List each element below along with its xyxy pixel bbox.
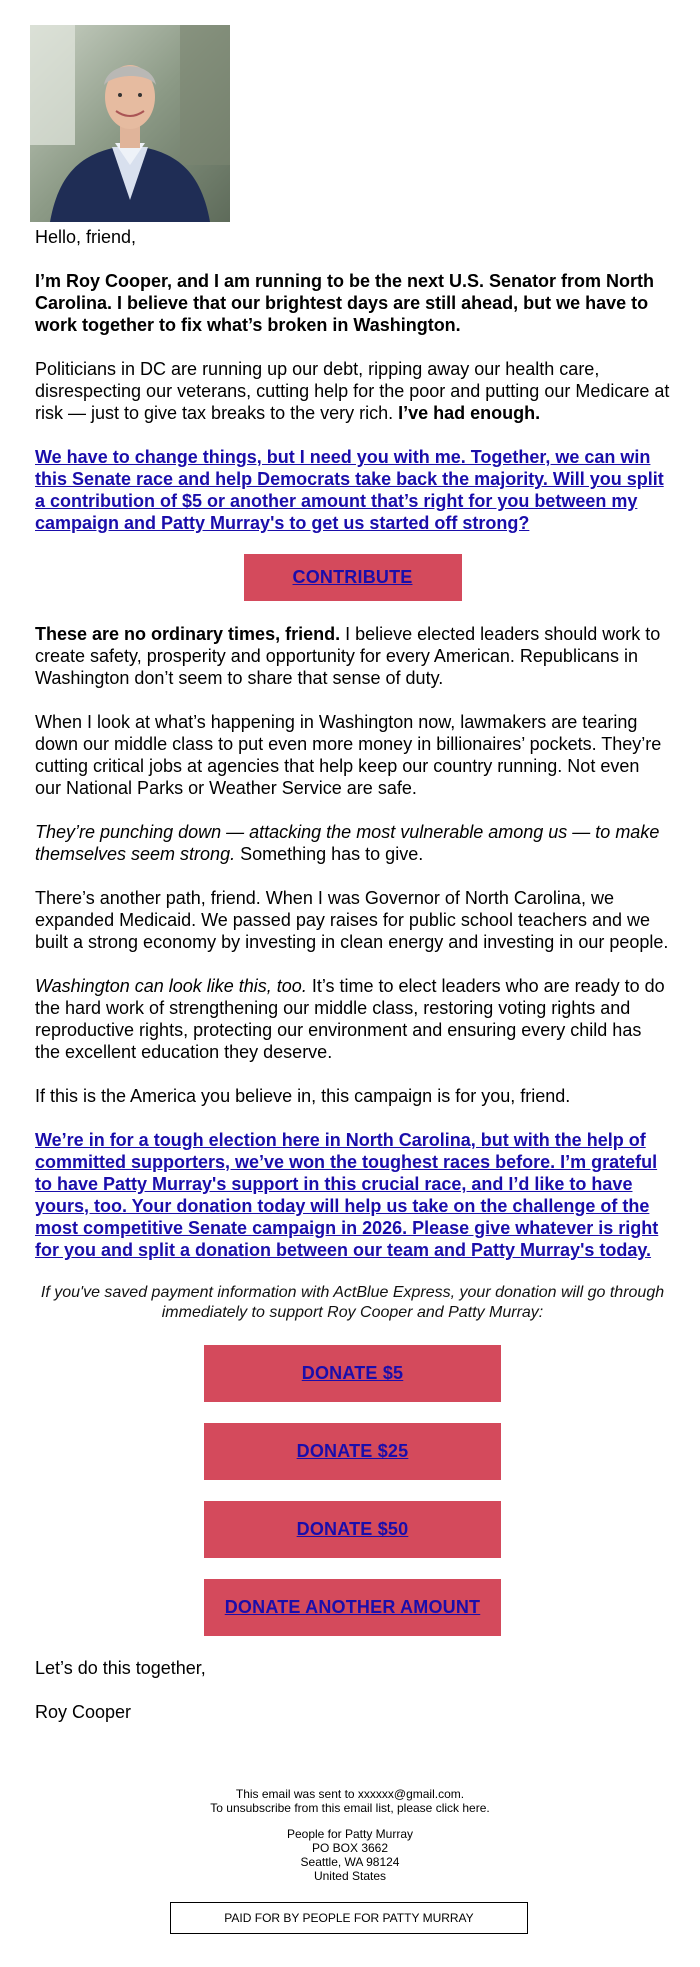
tough-election-paragraph [35,1129,670,1261]
sent-to-suffix: . [460,1787,465,1801]
look-like-this-italic: Washington can look like this, too. [35,976,307,996]
footer-notice [0,1787,700,1815]
ordinary-times-text: I believe elected leaders should work to create safety, prosperity and opportunity for every American. Republicans in Washington don’t seem to share that sense of duty. [35,624,661,688]
org-name: People for Patty Murray [286,1827,414,1841]
donate-another-amount-button[interactable]: DONATE ANOTHER AMOUNT [204,1579,501,1636]
look-like-this-text: It’s time to elect leaders who are ready to do the hard work of strengthening our middle class, restoring voting rights and reproductive rights, protecting our environment and ensuring every child has the excellent education they deserve. [35,976,665,1062]
country: United States [313,1869,387,1883]
recipient-email[interactable]: xxxxxx@gmail.com [357,1787,461,1801]
intro-paragraph: I’m Roy Cooper, and I am running to be the next U.S. Senator from North Carolina. I believe that our brightest days are still ahead, but we have to work together to fix what’s broken in Washington. [35,271,655,335]
punching-down-text: Something has to give. [235,844,424,864]
change-things-paragraph [35,446,670,534]
paid-for-disclaimer: PAID FOR BY PEOPLE FOR PATTY MURRAY [170,1902,528,1934]
debt-paragraph-text: Politicians in DC are running up our debt, ripping away our health care, disrespecting our veterans, cutting help for the poor and putting our Medicare at risk — just to give tax breaks to the very rich. [35,359,670,423]
greeting: Hello, friend, [35,227,137,247]
candidate-portrait-image [30,25,230,222]
city-state-zip: Seattle, WA 98124 [300,1855,400,1869]
actblue-express-note: If you've saved payment information with ActBlue Express, your donation will go through immediately to support Roy Cooper and Patty Murray: [40,1284,665,1321]
look-like-this-paragraph [35,975,670,1063]
punching-down-italic: They’re punching down — attacking the most vulnerable among us — to make themselves seem strong. [35,822,660,864]
tough-election-link[interactable]: We’re in for a tough election here in North Carolina, but with the help of committed supporters, we’ve won the toughest races before. I’m grateful to have Patty Murray's support in this crucial race, and I’d like to have yours, too. Your donation today will help us take on the challenge of the most competitive Senate campaign in 2026. Please give whatever is right for you and split a donation between our team and Patty Murray's today. [35,1130,659,1260]
washington-paragraph: When I look at what’s happening in Washington now, lawmakers are tearing down our middle class to put even more money in billionaires’ pockets. They’re cutting critical jobs at agencies that help keep our country running. Not even our National Parks or Weather Service are safe. [35,712,662,798]
signature: Roy Cooper [35,1702,132,1722]
unsubscribe-prefix: To unsubscribe from this email list, please [210,1801,436,1815]
america-paragraph: If this is the America you believe in, this campaign is for you, friend. [35,1086,571,1106]
split-contribution-link[interactable]: We have to change things, but I need you with me. Together, we can win this Senate race and help Democrats take back the majority. Will you split a contribution of $5 or another amount that’s right for you between my campaign and Patty Murray's to get us started off strong? [35,447,664,533]
ordinary-times-paragraph [35,623,670,689]
another-path-paragraph: There’s another path, friend. When I was Governor of North Carolina, we expanded Medicaid. We passed pay raises for public school teachers and we built a strong economy by investing in clean energy and investing in our people. [35,888,669,952]
po-box: PO BOX 3662 [311,1841,389,1855]
sent-to-prefix: This email was sent to [235,1787,358,1801]
donate-50-button[interactable]: DONATE $50 [204,1501,501,1558]
contribute-button[interactable]: CONTRIBUTE [244,554,462,601]
unsubscribe-suffix: . [486,1801,490,1815]
candidate-photo [30,25,230,222]
donate-25-button[interactable]: DONATE $25 [204,1423,501,1480]
debt-paragraph-bold: I’ve had enough. [398,403,541,423]
unsubscribe-link[interactable]: click here [435,1801,487,1815]
donate-5-button[interactable]: DONATE $5 [204,1345,501,1402]
email-footer [0,1787,700,1895]
debt-paragraph [35,358,670,424]
closing-line: Let’s do this together, [35,1658,206,1678]
mailing-address [0,1827,700,1883]
message-content [35,226,670,1745]
ordinary-times-bold: These are no ordinary times, friend. [35,624,341,644]
punching-down-paragraph [35,821,670,865]
